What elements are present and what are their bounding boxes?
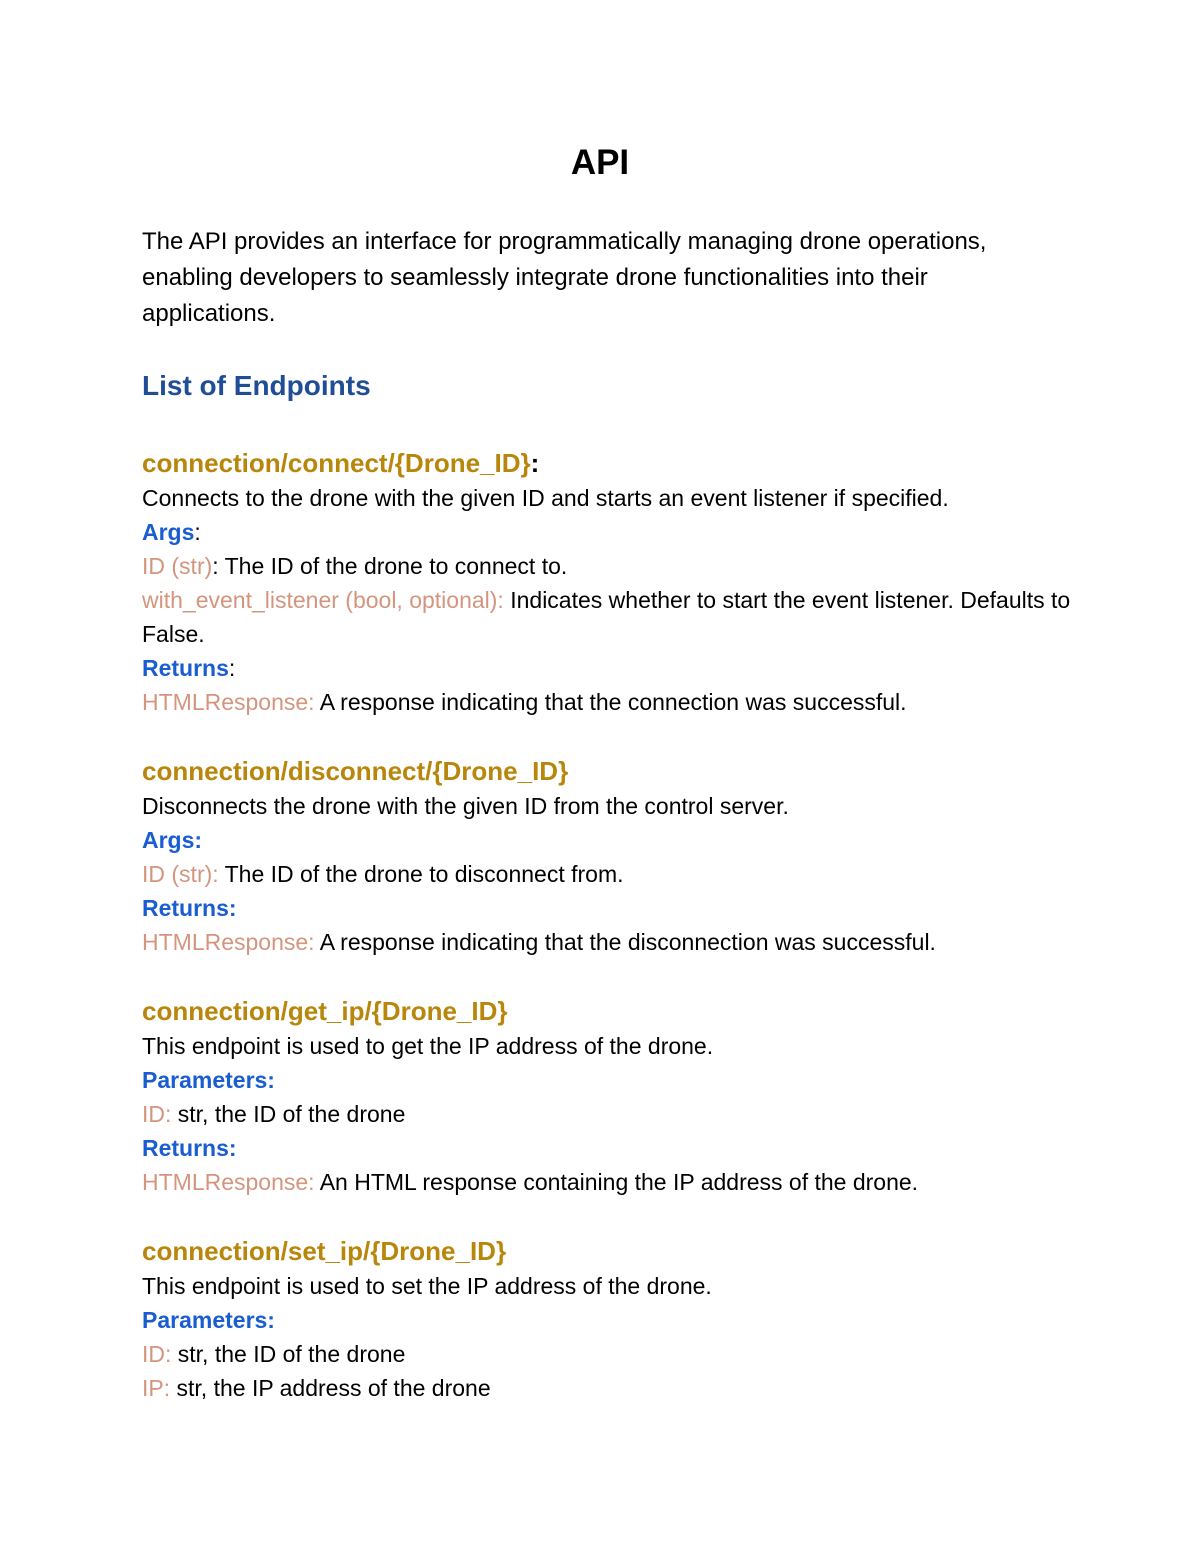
endpoint-description: This endpoint is used to set the IP address of the drone. bbox=[142, 1273, 712, 1299]
args-label: Args: bbox=[142, 827, 203, 853]
arg-item bbox=[142, 1371, 1072, 1405]
returns-label-suffix: : bbox=[228, 655, 236, 681]
endpoint-set-ip bbox=[142, 1233, 1072, 1405]
return-item bbox=[142, 1165, 1072, 1199]
args-label bbox=[142, 515, 1072, 549]
endpoint-path-text: connection/connect/{Drone_ID} bbox=[142, 448, 531, 478]
return-name: HTMLResponse: bbox=[142, 689, 315, 715]
endpoint-disconnect bbox=[142, 753, 1072, 959]
endpoint-list bbox=[142, 445, 1072, 1439]
endpoint-path-text: connection/set_ip/{Drone_ID} bbox=[142, 1236, 507, 1266]
section-heading: List of Endpoints bbox=[142, 370, 371, 401]
arg-text: The ID of the drone to disconnect from. bbox=[218, 861, 624, 887]
endpoint-path-text: connection/disconnect/{Drone_ID} bbox=[142, 756, 569, 786]
arg-name: IP: bbox=[142, 1375, 171, 1401]
returns-label-text: Returns bbox=[142, 655, 229, 681]
endpoint-path-text: connection/get_ip/{Drone_ID} bbox=[142, 996, 508, 1026]
document-title: API bbox=[570, 143, 630, 182]
return-name: HTMLResponse: bbox=[142, 929, 315, 955]
arg-name: with_event_listener (bool, optional): bbox=[142, 587, 504, 613]
endpoint-path bbox=[142, 753, 1072, 789]
endpoint-path bbox=[142, 993, 1072, 1029]
arg-text: str, the ID of the drone bbox=[171, 1341, 406, 1367]
args-label-text: Args bbox=[142, 519, 195, 545]
intro-paragraph: The API provides an interface for programmatically managing drone operations, enabling developers to seamlessly integrate drone functionalities into their applications. bbox=[142, 228, 987, 327]
return-name: HTMLResponse: bbox=[142, 1169, 315, 1195]
parameters-label: Parameters: bbox=[142, 1307, 275, 1333]
endpoint-description: Connects to the drone with the given ID and starts an event listener if specified. bbox=[142, 485, 949, 511]
args-label-suffix: : bbox=[194, 519, 201, 545]
returns-label: Returns: bbox=[142, 1135, 237, 1161]
return-item bbox=[142, 925, 1072, 959]
arg-name: ID: bbox=[142, 1101, 172, 1127]
arg-item bbox=[142, 1097, 1072, 1131]
arg-name: ID (str) bbox=[142, 553, 213, 579]
endpoint-connect bbox=[142, 445, 1072, 719]
endpoint-path bbox=[142, 445, 1072, 481]
returns-label bbox=[142, 651, 1072, 685]
arg-text: str, the ID of the drone bbox=[171, 1101, 406, 1127]
endpoint-get-ip bbox=[142, 993, 1072, 1199]
arg-item bbox=[142, 857, 1072, 891]
return-text: A response indicating that the connection was successful. bbox=[314, 689, 907, 715]
endpoint-description: Disconnects the drone with the given ID from the control server. bbox=[142, 793, 789, 819]
return-item bbox=[142, 685, 1072, 719]
return-text: An HTML response containing the IP address of the drone. bbox=[314, 1169, 919, 1195]
return-text: A response indicating that the disconnection was successful. bbox=[314, 929, 936, 955]
arg-item bbox=[142, 583, 1072, 651]
arg-text: Indicates whether to start the event listener. Defaults to False. bbox=[142, 587, 1071, 647]
endpoint-description: This endpoint is used to get the IP address of the drone. bbox=[142, 1033, 714, 1059]
endpoint-path bbox=[142, 1233, 1072, 1269]
arg-item bbox=[142, 1337, 1072, 1371]
endpoint-path-suffix: : bbox=[530, 448, 540, 478]
arg-text: str, the IP address of the drone bbox=[170, 1375, 491, 1401]
returns-label: Returns: bbox=[142, 895, 237, 921]
arg-name: ID (str): bbox=[142, 861, 219, 887]
parameters-label: Parameters: bbox=[142, 1067, 275, 1093]
arg-text: : The ID of the drone to connect to. bbox=[212, 553, 568, 579]
arg-item bbox=[142, 549, 1072, 583]
arg-name: ID: bbox=[142, 1341, 172, 1367]
